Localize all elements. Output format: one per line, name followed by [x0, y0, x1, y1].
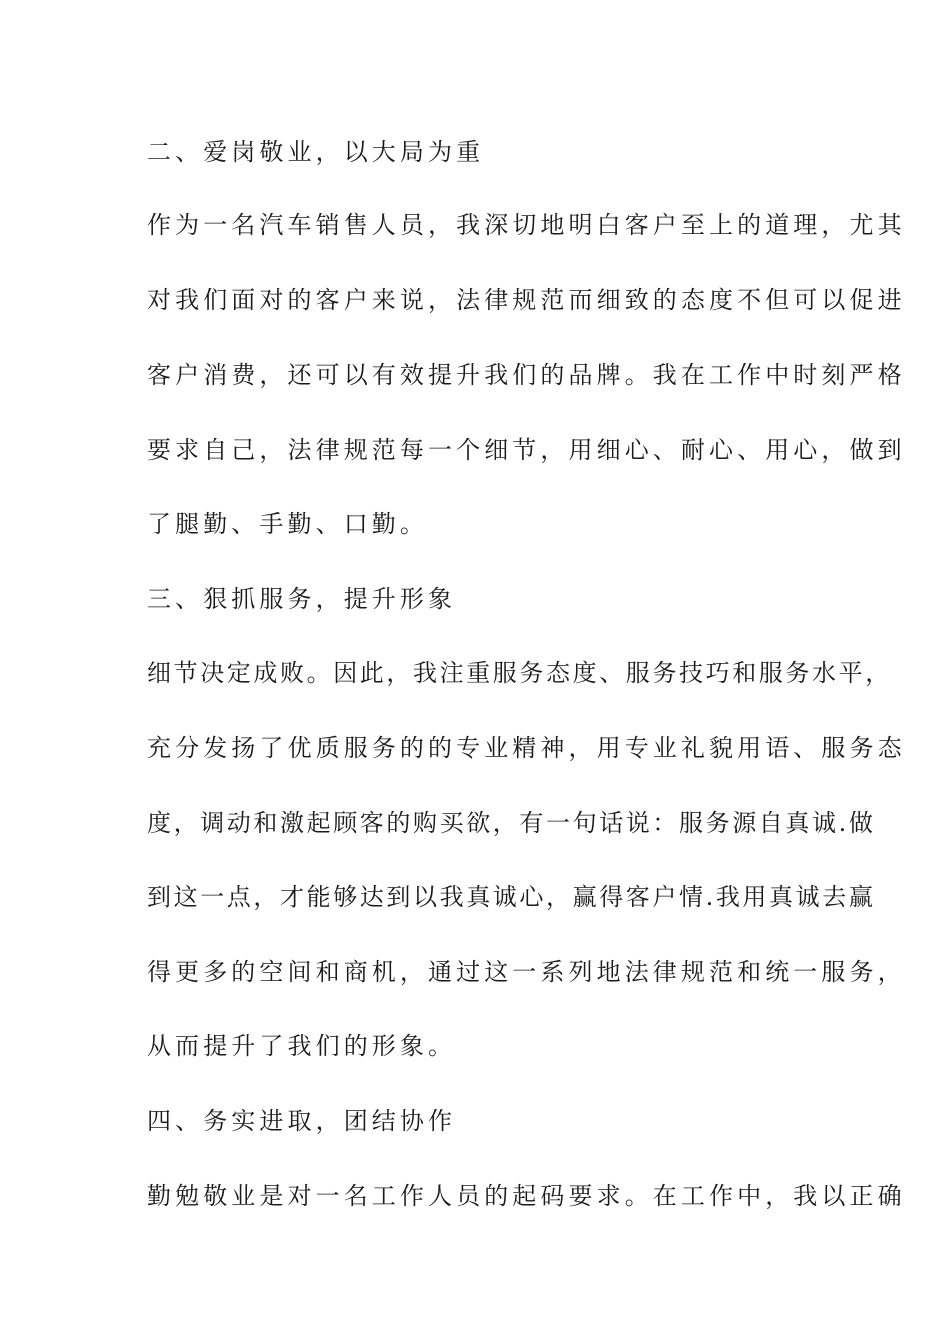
section-heading-4: 四、务实进取，团结协作	[147, 1107, 457, 1135]
paragraph-line: 客户消费，还可以有效提升我们的品牌。我在工作中时刻严格	[147, 361, 906, 389]
paragraph-line: 要求自己，法律规范每一个细节，用细心、耐心、用心，做到	[147, 436, 906, 464]
paragraph-line: 充分发扬了优质服务的的专业精神，用专业礼貌用语、服务态	[147, 734, 906, 762]
paragraph-line: 到这一点，才能够达到以我真诚心，赢得客户情.我用真诚去赢	[147, 883, 876, 911]
paragraph-line: 细节决定成败。因此，我注重服务态度、服务技巧和服务水平，	[147, 659, 892, 687]
paragraph-line: 从而提升了我们的形象。	[147, 1032, 457, 1060]
section-heading-2: 二、爱岗敬业，以大局为重	[147, 138, 485, 166]
paragraph-line: 作为一名汽车销售人员，我深切地明白客户至上的道理，尤其	[147, 211, 906, 239]
section-heading-3: 三、狠抓服务，提升形象	[147, 585, 457, 613]
paragraph-line: 度，调动和激起顾客的购买欲，有一句话说：服务源自真诚.做	[147, 809, 876, 837]
paragraph-line: 了腿勤、手勤、口勤。	[147, 510, 428, 538]
paragraph-line: 得更多的空间和商机，通过这一系列地法律规范和统一服务，	[147, 958, 906, 986]
paragraph-line: 对我们面对的客户来说，法律规范而细致的态度不但可以促进	[147, 286, 906, 314]
paragraph-line: 勤勉敬业是对一名工作人员的起码要求。在工作中，我以正确	[147, 1182, 906, 1210]
